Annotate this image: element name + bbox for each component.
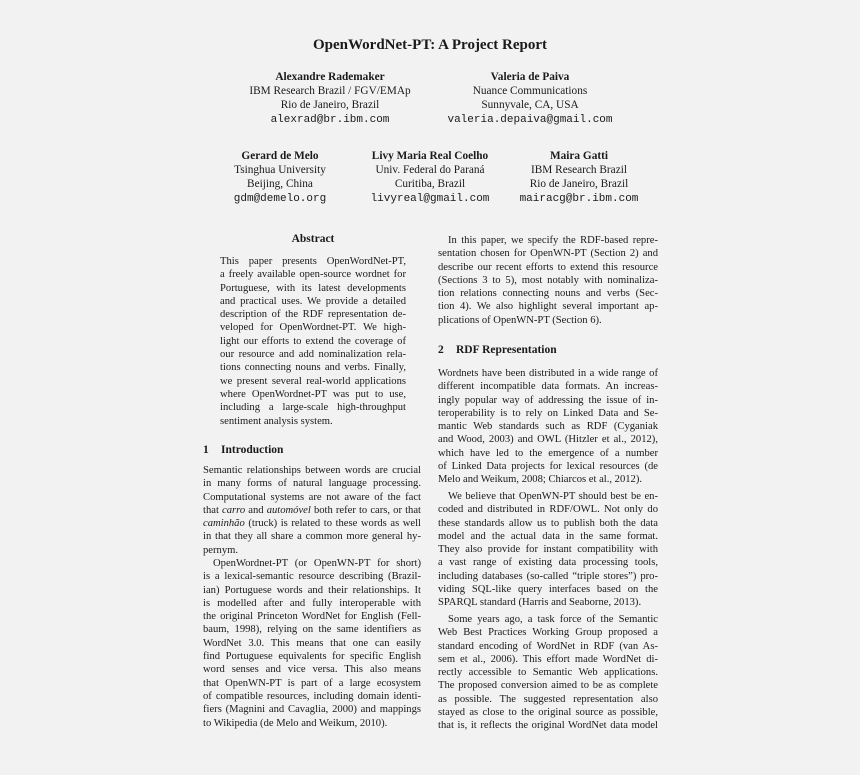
paper-title: OpenWordNet-PT: A Project Report [313, 37, 547, 53]
italic-term: carro [222, 504, 246, 516]
author-block [510, 149, 648, 206]
text-line: is a lexical-semantic resource describing (Brazil- [203, 571, 421, 583]
rdf-paragraph [438, 490, 658, 610]
italic-term: automóvel [266, 504, 311, 516]
author-affiliation: Nuance Communications [472, 85, 588, 98]
section-number: 1 [203, 444, 209, 456]
text-line: coded and distributed in RDF/OWL. Not only do [438, 504, 658, 516]
text-line: find Portuguese equivalents for specific English [203, 651, 421, 663]
abstract-line: where OpenWordnet-PT was put to use, [220, 388, 406, 400]
text-line: Computational systems are not aware of the fact [203, 491, 421, 503]
text-line: describe our recent efforts to extend this resource [438, 261, 658, 273]
abstract-line: light our efforts to extend the coverage of [220, 335, 406, 347]
text-run: (truck) is related to these words as well [244, 518, 421, 530]
abstract-body [220, 255, 406, 428]
text-line: sentation chosen for OpenWN-PT (Section 2) and [438, 248, 658, 260]
author-block [230, 70, 430, 127]
text-line: tion 4). We also highlight several important ap- [438, 301, 658, 313]
text-line: Semantic relationships between words are crucial [203, 465, 421, 476]
author-block [215, 149, 345, 206]
abstract-line: description of the RDF representation de- [220, 309, 406, 321]
text-line: rectly accessible to Semantic Web applications. [438, 667, 658, 679]
text-line: ingly popular way of addressing the issue of in- [438, 394, 658, 406]
text-line: of compatible resources, including domain identi- [203, 690, 421, 702]
author-email[interactable]: valeria.depaiva@gmail.com [447, 113, 613, 126]
author-block [355, 149, 505, 206]
text-line: plications of OpenWN-PT (Section 6). [438, 314, 602, 326]
text-line: They also provide for instant compatibility with [438, 544, 658, 556]
text-line: In this paper, we specify the RDF-based repre- [448, 235, 658, 246]
author-name: Maira Gatti [549, 150, 609, 162]
text-line: that OpenWN-PT is part of a large ecosystem [203, 677, 421, 689]
author-name: Gerard de Melo [241, 150, 319, 162]
text-line: is modelled after and fully interoperable with [203, 597, 421, 609]
text-line: model and the actual data in the same format. [438, 530, 658, 542]
author-affiliation: Univ. Federal do Paraná [375, 164, 485, 177]
text-run: both refer to cars, or that [310, 504, 421, 516]
abstract-line: we present several real-world applications [220, 375, 406, 387]
text-line: the original Princeton WordNet for English (Fell- [203, 611, 421, 623]
abstract-line: our resource and add nominalization rela- [220, 349, 406, 361]
text-line: standard encoding of WordNet in RDF (van As- [438, 640, 658, 652]
author-name: Valeria de Paiva [490, 71, 570, 83]
section-title: RDF Representation [456, 344, 557, 356]
text-line: which have led to the emergence of a number [438, 447, 658, 459]
abstract-line: a freely available open-source wordnet for [220, 269, 406, 281]
text-line: in many forms of natural language processing. [203, 478, 421, 490]
author-location: Rio de Janeiro, Brazil [529, 178, 629, 191]
abstract-line: and practical uses. We provide a detailed [220, 295, 406, 307]
author-email[interactable]: livyreal@gmail.com [370, 192, 490, 205]
abstract-line: Portuguese, with its latest developments [220, 282, 406, 294]
text-line: mantic Web standards such as RDF (Cyganiak [438, 421, 658, 433]
text-line: fiers (Magnini and Cavaglia, 2000) and mappings [203, 704, 421, 716]
text-line: word senses and vice versa. This also means [203, 664, 421, 676]
text-line: to Wikipedia (de Melo and Weikum, 2010). [203, 717, 388, 729]
abstract-line: sentiment analysis system. [220, 415, 333, 427]
abstract-heading: Abstract [291, 233, 335, 245]
text-line: The proposed conversion aimed to be as complete [438, 680, 658, 692]
abstract-line: including a large-scale high-throughput [220, 402, 406, 414]
section-title: Introduction [221, 444, 284, 456]
text-line: sem et al., 2006). This effort made WordNet di- [438, 653, 658, 665]
section-heading [203, 444, 283, 456]
abstract-line: tions connecting nouns and verbs. Finally, [220, 362, 406, 374]
text-line: Wordnets have been distributed in a wide range of [438, 368, 658, 379]
text-line: baum, 1998), relying on the same identifiers as [203, 624, 421, 636]
author-email[interactable]: mairacg@br.ibm.com [519, 192, 639, 205]
author-location: Sunnyvale, CA, USA [481, 99, 579, 112]
author-affiliation: IBM Research Brazil [531, 164, 627, 177]
author-location: Curitiba, Brazil [394, 178, 466, 191]
author-email[interactable]: gdm@demelo.org [233, 192, 327, 205]
text-run: and [245, 504, 267, 516]
author-email[interactable]: alexrad@br.ibm.com [270, 113, 390, 126]
text-line: of Linked Data projects for lexical resources (de [438, 461, 658, 473]
text-line: and Wood, 2003) and OWL (Hitzler et al., 2012), [438, 434, 658, 446]
text-line: that is, it reflects the original WordNet data model [438, 720, 658, 732]
text-line: (Sections 3 to 5), most notably with nominaliza- [438, 274, 658, 286]
text-line: Web Best Practices Working Group proposed a [438, 627, 658, 639]
text-line: pernym. [203, 544, 239, 556]
text-line [203, 504, 421, 517]
text-line: ian) Portuguese words and their relationships. It [203, 584, 421, 596]
author-location: Beijing, China [247, 178, 313, 191]
text-line: stayed as close to the original source as possible, [438, 707, 658, 719]
abstract-line: This paper presents OpenWordNet-PT, [220, 256, 406, 267]
text-line: teroperability is to rely on Linked Data and Se- [438, 407, 658, 419]
text-line: these standards allow us to publish both the data [438, 517, 658, 529]
author-affiliation: Tsinghua University [234, 164, 326, 177]
author-name: Alexandre Rademaker [275, 71, 385, 83]
text-line: a vast range of existing data processing tools, [438, 557, 658, 569]
text-line: We believe that OpenWN-PT should best be en- [448, 491, 658, 502]
text-line: different incompatible data formats. An increas- [438, 381, 658, 393]
rdf-paragraph [438, 613, 658, 733]
rdf-paragraph [438, 367, 658, 487]
text-line: as possible. The suggested representation also [438, 693, 658, 705]
text-line: WordNet 3.0. This means that one can easily [203, 637, 421, 649]
text-line: tion relations connecting nouns and verbs (Sec- [438, 288, 658, 300]
intro-continuation [438, 234, 658, 327]
text-line [203, 517, 421, 530]
text-line: SPARQL standard (Harris and Seaborne, 2013). [438, 597, 642, 609]
abstract-line: veloped for OpenWordnet-PT. We high- [220, 322, 406, 334]
text-run: that [203, 504, 222, 516]
intro-paragraph [203, 464, 421, 557]
text-line: in that they all share a common more general hy- [203, 531, 421, 543]
author-name: Livy Maria Real Coelho [371, 150, 489, 162]
author-affiliation: IBM Research Brazil / FGV/EMAp [249, 85, 411, 98]
text-line: Some years ago, a task force of the Semantic [448, 614, 658, 625]
author-location: Rio de Janeiro, Brazil [280, 99, 380, 112]
italic-term: caminhão [203, 518, 245, 530]
author-block [420, 70, 640, 127]
section-heading [438, 344, 557, 356]
text-line: Melo and Weikum, 2008; Chiarcos et al., 2012). [438, 474, 643, 486]
section-number: 2 [438, 344, 444, 356]
intro-paragraph [203, 557, 421, 730]
text-line: including databases (so-called “triple stores”) pro- [438, 570, 658, 582]
text-line: viding SQL-like query interfaces based on the [438, 584, 658, 596]
text-line: OpenWordnet-PT (or OpenWN-PT for short) [213, 558, 421, 569]
